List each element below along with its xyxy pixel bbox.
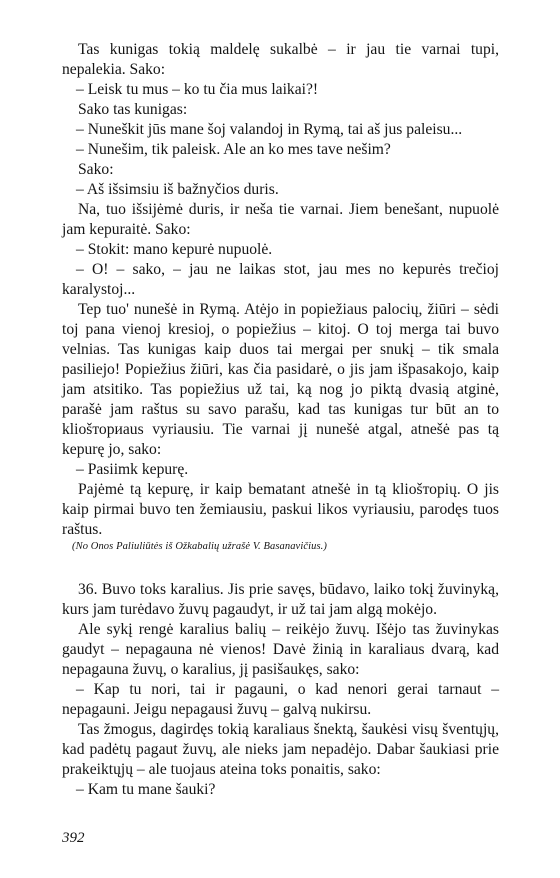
page-number: 392: [62, 830, 85, 846]
text-block: [62, 40, 499, 800]
paragraph: Tep tuo' nunešė in Rymą. Atėjo in popiežiaus palocių, žiūri – sėdi toj pana vienoj kresioj, o popiežius – kitoj. O toj merga tai buvo velnias. Tas kunigas kaip duos tai mergai per snukį – tik smala pasiliejo! Popiežius žiūri, kas čia pasidarė, o jis jam išpasakojo, kaip jam atsitiko. Tas popiežius už tai, ką nog jo piktą dvasią atginė, parašė jam raštus su savo parašu, kad tas kunigas tur būt an to kliošториaus vyriausiu. Tie varnai jį nunešė atgal, atnešė pas tą kepurę jo, sako:: [62, 301, 499, 458]
story-start-paragraph: 36. Buvo toks karalius. Jis prie savęs, būdavo, laiko tokį žuvinyką, kurs jam turėdavo žuvų pagaudyt, ir už tai jam algą mokėjo.: [62, 581, 499, 618]
dialogue-line: – Stokit: mano kepurė nupuolė.: [76, 241, 273, 258]
dialogue-line: – O! – sako, – jau ne laikas stot, jau mes no kepurės trečioj karalystoj...: [62, 261, 499, 298]
paragraph: Sako tas kunigas:: [78, 101, 188, 118]
paragraph: Ale sykį rengė karalius balių – reikėjo žuvų. Išėjo tas žuvinykas gaudyt – nepagauna nė vienos! Davė žinią in karaliaus dvarą, kad nepagauna žuvų, o karalius, jį pasišaukęs, sako:: [62, 621, 499, 678]
paragraph: Tas kunigas tokią maldelę sukalbė – ir jau tie varnai tupi, nepalekia. Sako:: [62, 41, 499, 78]
dialogue-line: – Leisk tu mus – ko tu čia mus laikai?!: [76, 81, 319, 98]
paragraph: Sako:: [78, 161, 114, 178]
section-gap: [62, 554, 499, 580]
dialogue-line: – Aš išsimsiu iš bažnyčios duris.: [76, 181, 279, 198]
paragraph: Pajėmė tą kepurę, ir kaip bematant atnešė in tą kliošторių. O jis kaip pirmai buvo ten žemiausiu, paskui likos vyriausiu, parodęs tuos raštus.: [62, 481, 499, 538]
dialogue-line: – Kap tu nori, tai ir pagauni, o kad nenori gerai tarnaut – nepagauni. Jeigu nepagausi žuvų – galvą nukirsu.: [62, 681, 499, 718]
paragraph: Tas žmogus, dagirdęs tokią karaliaus šnektą, šaukėsi visų šventųjų, kad padėtų pagaut žuvų, ale nieks jam nepadėjo. Dabar šaukiasi prie prakeiktųjų – ale tuojaus ateina toks ponaitis, sako:: [62, 721, 499, 778]
dialogue-line: – Nunešim, tik paleisk. Ale an ko mes tave nešim?: [76, 141, 391, 158]
dialogue-line: – Nuneškit jūs mane šoj valandoj in Rymą, tai aš jus paleisu...: [76, 121, 463, 138]
paragraph: Na, tuo išsijėmė duris, ir neša tie varnai. Jiem benešant, nupuolė jam kepuraitė. Sako:: [62, 201, 499, 238]
dialogue-line: – Pasiimk kepurę.: [76, 461, 189, 478]
dialogue-line: – Kam tu mane šauki?: [76, 781, 216, 798]
source-note: (No Onos Paliuliūtės iš Ožkabalių užrašė V. Basanavičius.): [72, 541, 327, 552]
